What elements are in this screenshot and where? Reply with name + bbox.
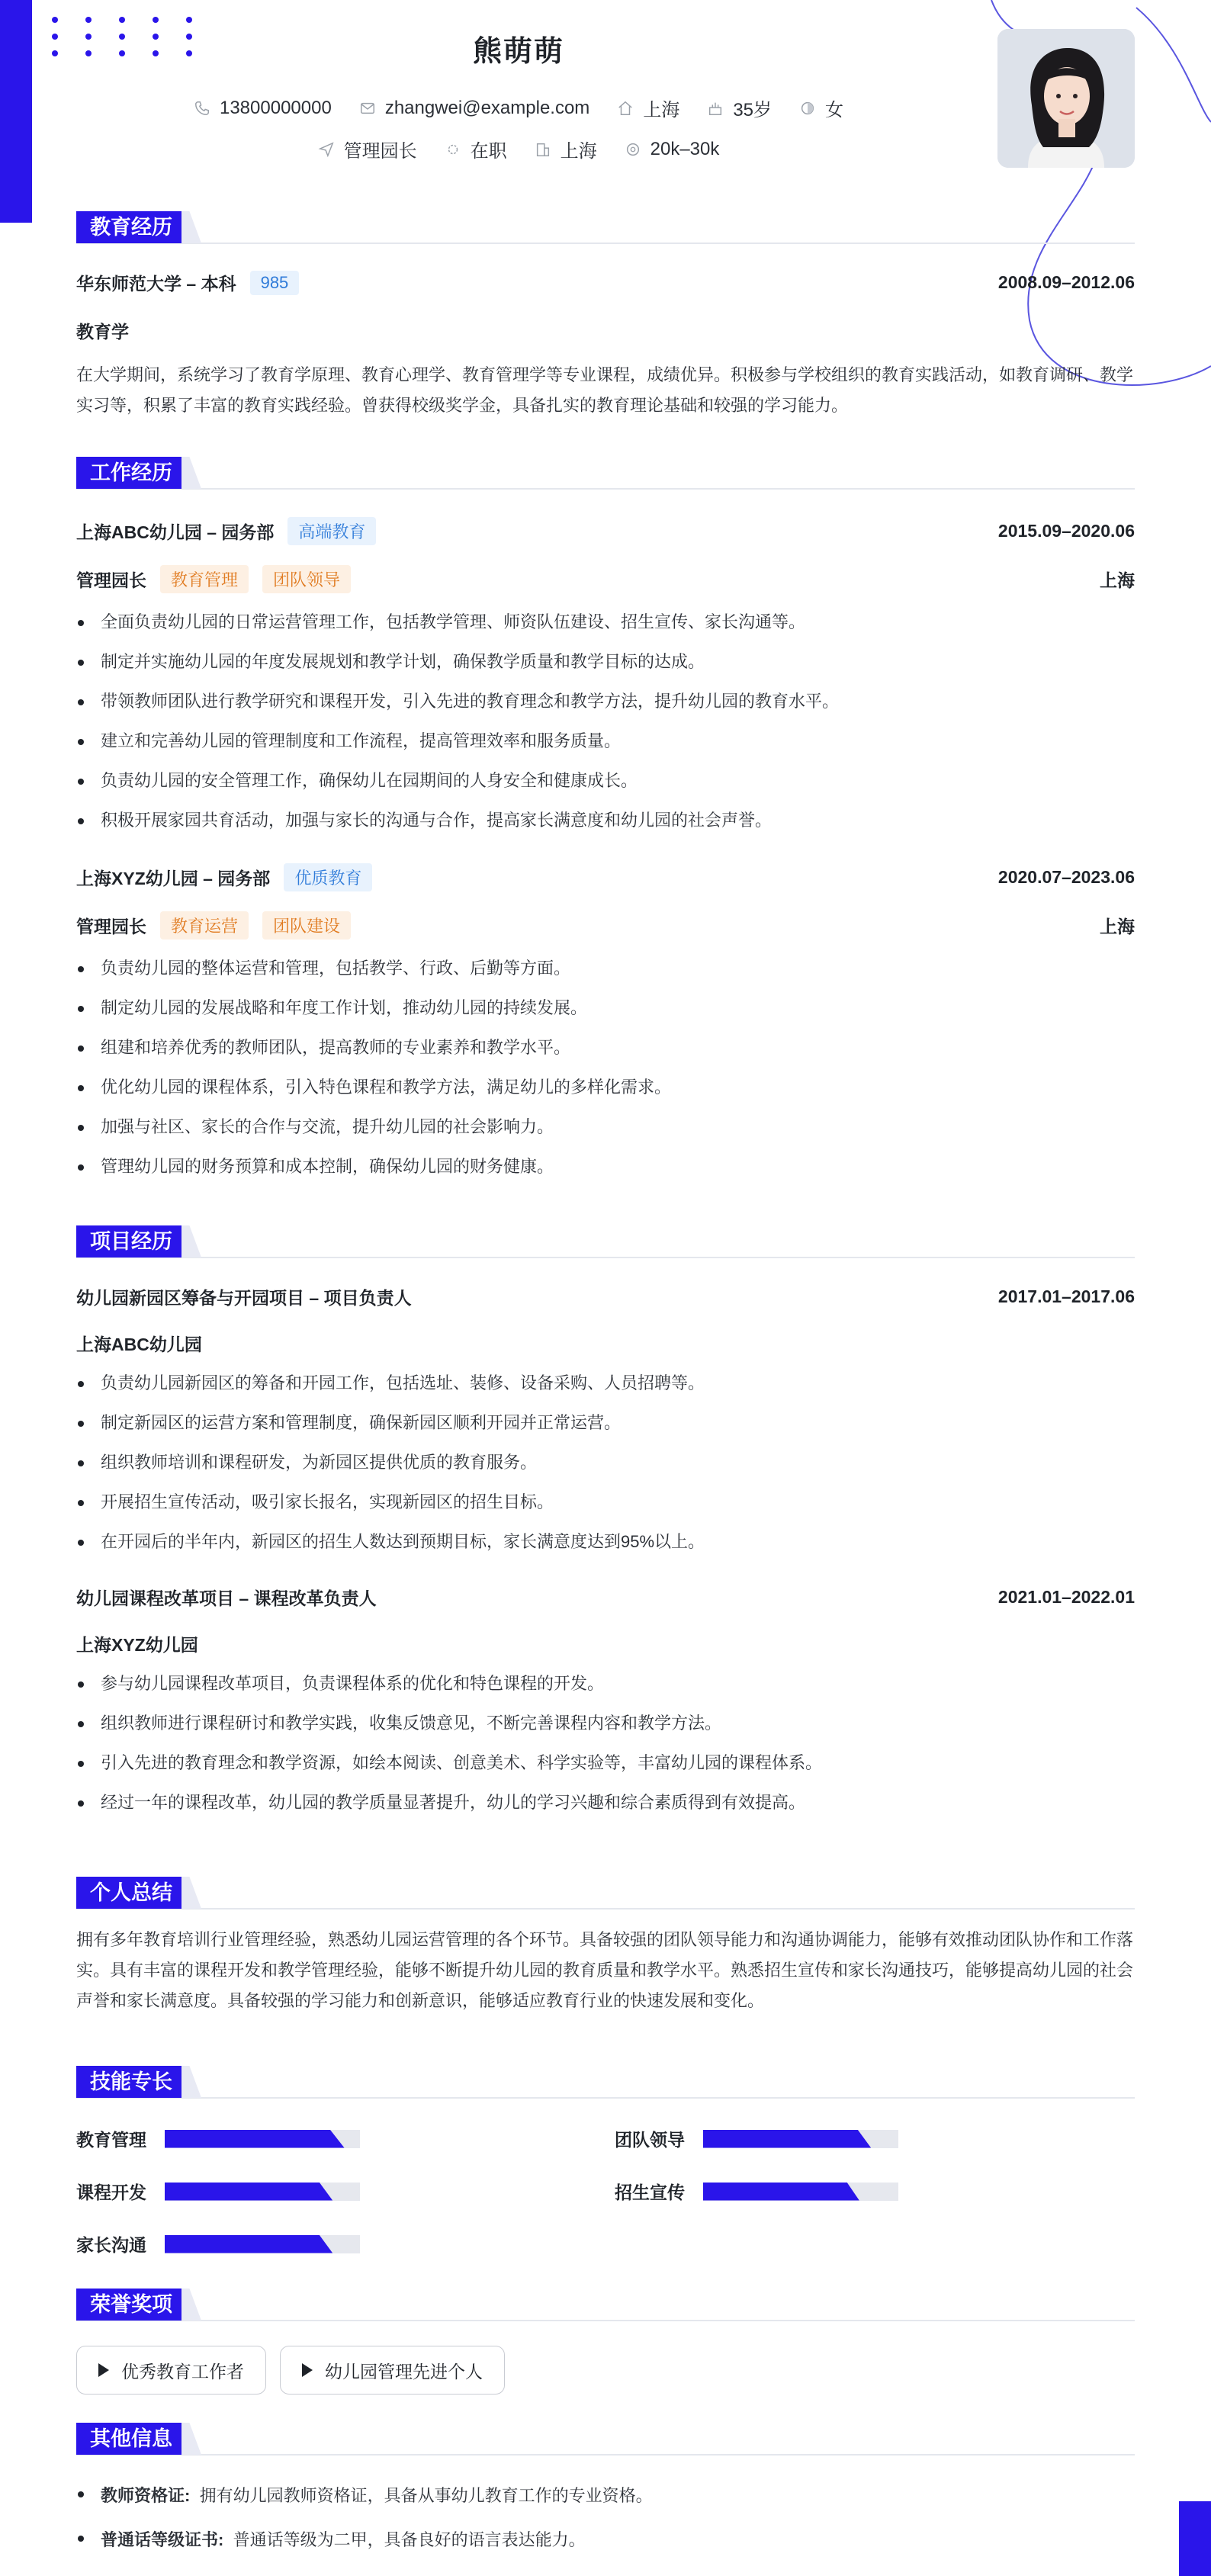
project-section xyxy=(76,1225,1135,1823)
email-text: zhangwei@example.com xyxy=(384,97,590,118)
award-item xyxy=(76,2346,266,2395)
skill-item xyxy=(76,2231,615,2256)
list-item: 带领教师团队进行教学研究和课程开发，引入先进的教育理念和教学方法，提升幼儿园的教育水平。 xyxy=(76,682,1135,721)
skills-grid xyxy=(76,2126,1135,2256)
phone-text: 13800000000 xyxy=(219,97,332,118)
hometown-item xyxy=(617,95,679,121)
education-section xyxy=(76,210,1135,421)
other-list xyxy=(76,2474,1135,2562)
candidate-name: 熊萌萌 xyxy=(472,36,564,68)
section-title: 其他信息 xyxy=(76,2423,186,2455)
section-header xyxy=(76,2065,1135,2099)
section-title: 个人总结 xyxy=(76,1877,186,1909)
section-title-tail xyxy=(181,1877,201,1909)
section-title-tail xyxy=(181,1225,201,1257)
salary-item xyxy=(625,139,720,160)
section-title-tail xyxy=(181,2423,201,2455)
section-title: 技能专长 xyxy=(76,2066,186,2098)
profile-photo xyxy=(997,29,1135,168)
section-title: 项目经历 xyxy=(76,1225,186,1257)
list-item: 开展招生宣传活动，吸引家长报名，实现新园区的招生目标。 xyxy=(76,1482,1135,1522)
list-item: 积极开展家园共育活动，加强与家长的沟通与合作，提高家长满意度和幼儿园的社会声誉。 xyxy=(76,801,1135,840)
company-tag: 优质教育 xyxy=(284,863,372,891)
skill-item xyxy=(615,2126,1135,2151)
section-title: 荣誉奖项 xyxy=(76,2289,186,2321)
cake-icon xyxy=(707,100,724,117)
project-bullets xyxy=(76,1363,1135,1562)
summary-section xyxy=(76,1876,1135,2016)
skill-name: 团队领导 xyxy=(615,2130,685,2150)
section-header xyxy=(76,1225,1135,1258)
job-date: 2015.09–2020.06 xyxy=(997,521,1135,541)
play-icon xyxy=(98,2363,109,2377)
position-item xyxy=(318,136,417,162)
gender-text: 女 xyxy=(825,100,844,120)
list-item: 负责幼儿园的安全管理工作，确保幼儿在园期间的人身安全和健康成长。 xyxy=(76,761,1135,801)
age-text: 35岁 xyxy=(733,100,773,120)
phone-icon xyxy=(194,100,210,117)
project-date: 2021.01–2022.01 xyxy=(997,1587,1135,1607)
section-title-tail xyxy=(181,2289,201,2321)
list-item: 管理幼儿园的财务预算和成本控制，确保幼儿园的财务健康。 xyxy=(76,1147,1135,1187)
section-title: 教育经历 xyxy=(76,211,186,243)
other-text: 拥有幼儿园教师资格证，具备从事幼儿教育工作的专业资格。 xyxy=(199,2486,653,2505)
hometown-text: 上海 xyxy=(643,100,680,120)
city-text: 上海 xyxy=(560,141,597,162)
send-icon xyxy=(318,141,335,158)
list-item: 组织教师培训和课程研发，为新园区提供优质的教育服务。 xyxy=(76,1443,1135,1482)
list-item: 经过一年的课程改革，幼儿园的教学质量显著提升，幼儿的学习兴趣和综合素质得到有效提高。 xyxy=(76,1783,1135,1823)
section-header xyxy=(76,2422,1135,2456)
mail-icon xyxy=(359,100,376,117)
job-date: 2020.07–2023.06 xyxy=(997,867,1135,887)
skill-bar-fill xyxy=(165,2183,332,2201)
skill-item xyxy=(76,2179,615,2204)
section-title-tail xyxy=(181,211,201,243)
job-role: 管理园长 xyxy=(76,570,146,590)
list-item: 组建和培养优秀的教师团队，提高教师的专业素养和教学水平。 xyxy=(76,1028,1135,1068)
project-date: 2017.01–2017.06 xyxy=(997,1286,1135,1306)
work-section xyxy=(76,456,1135,1187)
skill-bar xyxy=(165,2235,360,2253)
other-text: 普通话等级为二甲，具备良好的语言表达能力。 xyxy=(233,2530,586,2549)
other-label: 教师资格证: xyxy=(101,2486,191,2505)
list-item: 建立和完善幼儿园的管理制度和工作流程，提高管理效率和服务质量。 xyxy=(76,721,1135,761)
list-item xyxy=(76,2474,1135,2518)
education-entry xyxy=(76,270,1135,295)
gender-icon xyxy=(799,100,816,117)
section-header xyxy=(76,1876,1135,1910)
job-location: 上海 xyxy=(1100,570,1135,590)
list-item: 制定并实施幼儿园的年度发展规划和教学计划，确保教学质量和教学目标的达成。 xyxy=(76,642,1135,682)
company-name: 上海ABC幼儿园 – 园务部 xyxy=(76,522,275,542)
list-item: 负责幼儿园的整体运营和管理，包括教学、行政、后勤等方面。 xyxy=(76,949,1135,988)
job-entry xyxy=(76,517,1135,840)
summary-text: 拥有多年教育培训行业管理经验，熟悉幼儿园运营管理的各个环节。具备较强的团队领导能力和沟通协调能力，能够有效推动团队协作和工作落实。具有丰富的课程开发和教学管理经验，能够不断提升幼儿园的教育质量和教学水平。熟悉招生宣传和家长沟通技巧，能够提高幼儿园的社会声誉和家长满意度。具备较强的学习能力和创新意识，能够适应教育行业的快速发展和变化。 xyxy=(76,1930,1134,2010)
right-accent-bar xyxy=(1179,2501,1211,2576)
skill-item xyxy=(615,2179,1135,2204)
award-label: 优秀教育工作者 xyxy=(121,2361,244,2382)
project-entry xyxy=(76,1284,1135,1562)
project-org: 上海ABC幼儿园 xyxy=(76,1335,202,1354)
job-intent-row xyxy=(0,136,1037,162)
skill-bar-fill xyxy=(703,2130,871,2148)
section-title-tail xyxy=(181,457,201,489)
list-item: 制定新园区的运营方案和管理制度，确保新园区顺利开园并正常运营。 xyxy=(76,1403,1135,1443)
skill-tag: 教育管理 xyxy=(160,565,249,593)
phone-item xyxy=(194,98,332,119)
list-item: 参与幼儿园课程改革项目，负责课程体系的优化和特色课程的开发。 xyxy=(76,1664,1135,1704)
skill-name: 教育管理 xyxy=(76,2130,146,2150)
award-label: 幼儿园管理先进个人 xyxy=(325,2361,483,2382)
company-name: 上海XYZ幼儿园 – 园务部 xyxy=(76,869,271,888)
position-text: 管理园长 xyxy=(343,141,417,162)
skill-item xyxy=(76,2126,615,2151)
skill-bar xyxy=(703,2130,898,2148)
status-text: 在职 xyxy=(470,141,507,162)
major: 教育学 xyxy=(76,322,129,342)
project-org: 上海XYZ幼儿园 xyxy=(76,1635,198,1655)
list-item: 负责幼儿园新园区的筹备和开园工作，包括选址、装修、设备采购、人员招聘等。 xyxy=(76,1363,1135,1403)
section-title: 工作经历 xyxy=(76,457,186,489)
skill-bar-fill xyxy=(165,2235,332,2253)
skills-section xyxy=(76,2065,1135,2256)
award-item xyxy=(280,2346,505,2395)
skill-name: 招生宣传 xyxy=(615,2183,685,2202)
job-entry xyxy=(76,863,1135,1187)
job-role: 管理园长 xyxy=(76,917,146,936)
skill-bar-fill xyxy=(703,2183,859,2201)
play-icon xyxy=(302,2363,313,2377)
contact-row xyxy=(0,95,1037,121)
list-item: 加强与社区、家长的合作与交流，提升幼儿园的社会影响力。 xyxy=(76,1107,1135,1147)
list-item: 在开园后的半年内，新园区的招生人数达到预期目标，家长满意度达到95%以上。 xyxy=(76,1522,1135,1562)
awards-list xyxy=(76,2346,1135,2395)
skill-bar-fill xyxy=(165,2130,345,2148)
project-name: 幼儿园新园区筹备与开园项目 – 项目负责人 xyxy=(76,1288,412,1308)
gender-item xyxy=(799,95,843,121)
salary-text: 20k–30k xyxy=(650,138,720,159)
list-item: 优化幼儿园的课程体系，引入特色课程和教学方法，满足幼儿的多样化需求。 xyxy=(76,1068,1135,1107)
project-bullets xyxy=(76,1664,1135,1823)
school-name: 华东师范大学 – 本科 xyxy=(76,274,236,294)
job-bullets xyxy=(76,602,1135,840)
skill-bar xyxy=(165,2183,360,2201)
home-icon xyxy=(617,100,634,117)
project-name: 幼儿园课程改革项目 – 课程改革负责人 xyxy=(76,1588,377,1608)
awards-section xyxy=(76,2288,1135,2395)
skill-name: 家长沟通 xyxy=(76,2235,146,2255)
list-item: 全面负责幼儿园的日常运营管理工作，包括教学管理、师资队伍建设、招生宣传、家长沟通等。 xyxy=(76,602,1135,642)
list-item: 引入先进的教育理念和教学资源，如绘本阅读、创意美术、科学实验等，丰富幼儿园的课程体系。 xyxy=(76,1743,1135,1783)
list-item xyxy=(76,2518,1135,2562)
skill-tag: 团队领导 xyxy=(262,565,351,593)
age-item xyxy=(707,95,772,121)
company-tag: 高端教育 xyxy=(287,517,376,545)
other-section xyxy=(76,2422,1135,2562)
status-item xyxy=(445,136,507,162)
city-item xyxy=(535,136,597,162)
other-label: 普通话等级证书: xyxy=(101,2530,224,2549)
education-description: 在大学期间，系统学习了教育学原理、教育心理学、教育管理学等专业课程，成绩优异。积极参与学校组织的教育实践活动，如教育调研、教学实习等，积累了丰富的教育实践经验。曾获得校级奖学金，具备扎实的教育理论基础和较强的学习能力。 xyxy=(76,365,1134,415)
school-tag: 985 xyxy=(250,271,300,295)
section-title-tail xyxy=(181,2066,201,2098)
skill-tag: 教育运营 xyxy=(160,911,249,940)
status-icon xyxy=(445,141,461,158)
job-location: 上海 xyxy=(1100,917,1135,936)
skill-tag: 团队建设 xyxy=(262,911,351,940)
building-icon xyxy=(535,141,551,158)
coin-icon xyxy=(625,141,641,158)
skill-bar xyxy=(703,2183,898,2201)
skill-name: 课程开发 xyxy=(76,2183,146,2202)
list-item: 制定幼儿园的发展战略和年度工作计划，推动幼儿园的持续发展。 xyxy=(76,988,1135,1028)
section-header xyxy=(76,210,1135,244)
list-item: 组织教师进行课程研讨和教学实践，收集反馈意见，不断完善课程内容和教学方法。 xyxy=(76,1704,1135,1743)
education-date: 2008.09–2012.06 xyxy=(997,272,1135,292)
section-header xyxy=(76,456,1135,490)
job-bullets xyxy=(76,949,1135,1187)
section-header xyxy=(76,2288,1135,2321)
skill-bar xyxy=(165,2130,360,2148)
project-entry xyxy=(76,1585,1135,1823)
email-item xyxy=(359,98,590,119)
